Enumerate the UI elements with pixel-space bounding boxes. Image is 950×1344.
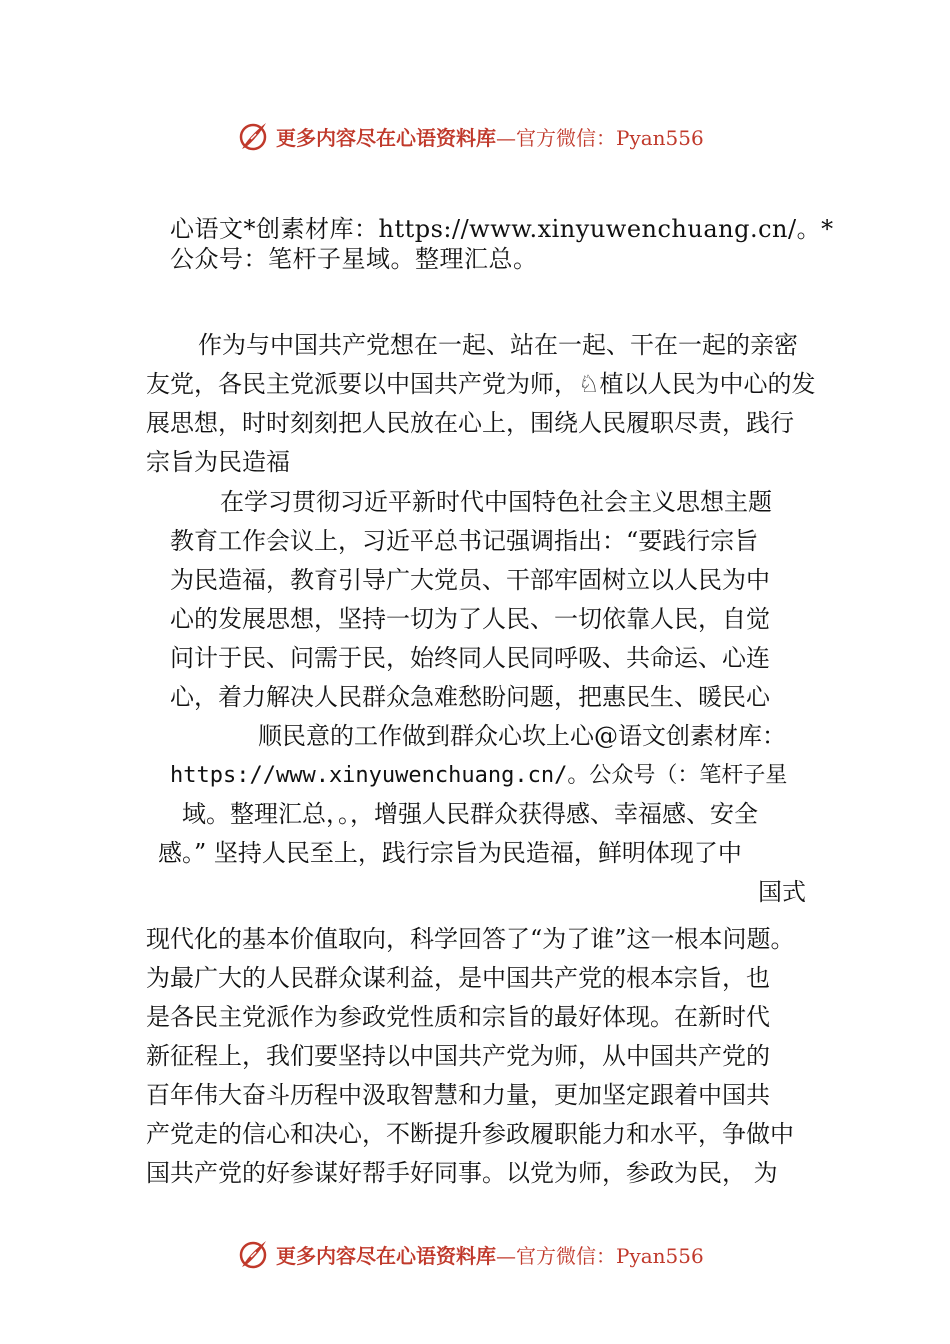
para2-line: https://www.xinyuwenchuang.cn/。公众号（：笔杆子星 [170, 763, 788, 788]
banner-text: 更多内容尽在心语资料库—官方微信：Pyan556 [276, 1243, 704, 1268]
quill-logo-icon [236, 1237, 270, 1271]
para2-line: 心，着力解决人民群众急难愁盼问题，把惠民生、暖民心 [170, 683, 770, 711]
para3-line: 国共产党的好参谋好帮手好同事。以党为师，参政为民， 为 [146, 1159, 778, 1187]
source-line-1: 心语文*创素材库：https://www.xinyuwenchuang.cn/。* [170, 215, 834, 243]
header-banner [236, 116, 704, 156]
para3-line: 为最广大的人民群众谋利益，是中国共产党的根本宗旨，也 [146, 964, 770, 992]
para2-line: 为民造福，教育引导广大党员、干部牢固树立以人民为中 [170, 566, 770, 594]
para2-line: 国式 [758, 878, 806, 906]
footer-banner [236, 1234, 704, 1274]
para3-line: 新征程上，我们要坚持以中国共产党为师，从中国共产党的 [146, 1042, 770, 1070]
para2-line: 问计于民、问需于民，始终同人民同呼吸、共命运、心连 [170, 644, 770, 672]
banner-text: 更多内容尽在心语资料库—官方微信：Pyan556 [276, 125, 704, 150]
para2-line: 域。整理汇总，。，增强人民群众获得感、幸福感、安全 [182, 800, 758, 828]
source-line-2: 公众号：笔杆子星域。整理汇总。 [170, 245, 538, 273]
para3-line: 产党走的信心和决心，不断提升参政履职能力和水平，争做中 [146, 1120, 794, 1148]
para2-line: 在学习贯彻习近平新时代中国特色社会主义思想主题 [220, 488, 772, 516]
para2-line: 心的发展思想，坚持一切为了人民、一切依靠人民，自觉 [170, 605, 770, 633]
para3-line: 是各民主党派作为参政党性质和宗旨的最好体现。在新时代 [146, 1003, 770, 1031]
para3-line: 现代化的基本价值取向，科学回答了“为了谁”这一根本问题。 [146, 925, 795, 953]
para2-line: 感。” 坚持人民至上，践行宗旨为民造福，鲜明体现了中 [158, 839, 742, 867]
paragraph-1: 作为与中国共产党想在一起、站在一起、干在一起的亲密友党，各民主党派要以中国共产党为师，♘植以人民为中心的发展思想，时时刻刻把人民放在心上，围绕人民履职尽责，践行宗旨为民造福 [146, 331, 816, 476]
para2-line: 教育工作会议上，习近平总书记强调指出：“要践行宗旨 [170, 527, 759, 555]
para3-line: 百年伟大奋斗历程中汲取智慧和力量，更加坚定跟着中国共 [146, 1081, 770, 1109]
para2-line: 顺民意的工作做到群众心坎上心@语文创素材库： [258, 722, 786, 750]
quill-logo-icon [236, 119, 270, 153]
